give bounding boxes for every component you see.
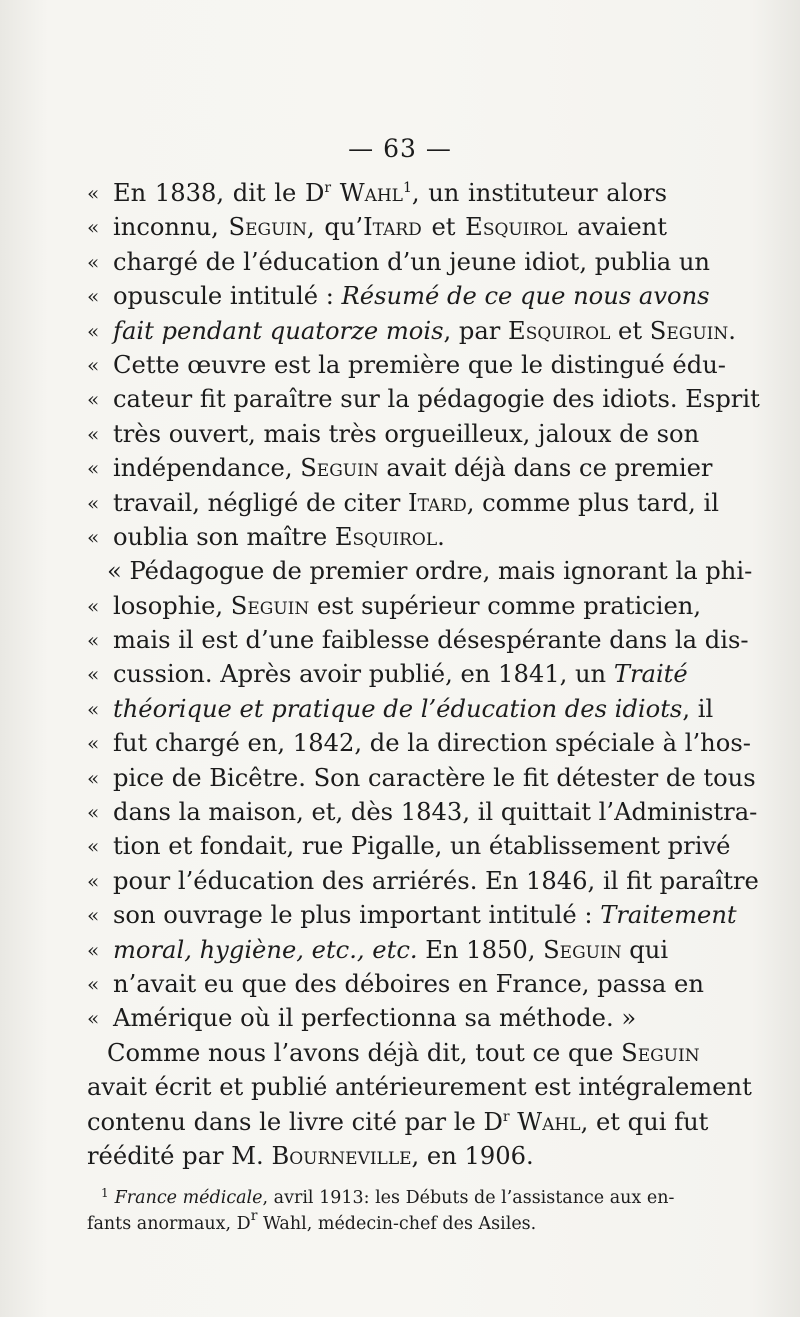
- small-caps-name: Bourneville: [271, 1141, 412, 1170]
- text-run: cateur fit paraître sur la pédagogie des idiots. Esprit: [113, 385, 760, 414]
- text-run: travail, négligé de citer: [113, 488, 409, 517]
- text-line: [87, 1105, 709, 1139]
- text-run: , il: [682, 694, 714, 723]
- quote-mark: «: [87, 284, 100, 309]
- text-line: [87, 1139, 667, 1173]
- quote-mark: «: [87, 903, 100, 928]
- text-run: , qu’: [307, 213, 364, 242]
- quote-mark: «: [87, 800, 100, 825]
- text-run: pice de Bicêtre. Son caractère le fit détester de tous: [113, 763, 756, 792]
- quote-mark: «: [87, 387, 100, 412]
- quote-mark: «: [87, 352, 100, 377]
- text-run: dans la maison, et, dès 1843, il quittait l’Administra-: [113, 798, 758, 827]
- text-line: [87, 795, 758, 829]
- small-caps-name: Seguin: [649, 316, 729, 345]
- text-run: , par: [443, 316, 509, 345]
- quote-mark: «: [87, 696, 100, 721]
- superscript: 1: [402, 180, 412, 196]
- text-run: losophie,: [113, 591, 231, 620]
- italic-text: théorique et pratique de l’éducation des idiots: [113, 694, 683, 723]
- footnote: [87, 1180, 675, 1237]
- text-line: [87, 829, 731, 863]
- text-line: [87, 864, 759, 898]
- text-run: mais il est d’une faiblesse désespérante dans la dis-: [113, 626, 749, 655]
- quote-mark: «: [87, 937, 100, 962]
- text-run: oublia son maître: [113, 522, 335, 551]
- quote-mark: «: [87, 181, 100, 205]
- superscript: r: [324, 180, 332, 196]
- text-line: [87, 554, 753, 588]
- text-line: [87, 1001, 667, 1035]
- text-line: [87, 451, 713, 485]
- text-line: [87, 898, 737, 932]
- italic-text: moral, hygiène, etc., etc.: [113, 935, 418, 964]
- text-line: [87, 382, 760, 416]
- quote-mark: «: [87, 421, 100, 446]
- quote-mark: «: [87, 971, 100, 996]
- text-line: [87, 623, 749, 657]
- quote-mark: «: [87, 249, 100, 274]
- text-run: très ouvert, mais très orgueilleux, jaloux de son: [113, 419, 700, 448]
- footnote-line: [87, 1180, 675, 1211]
- italic-text: France médicale: [114, 1188, 263, 1208]
- text-run: .: [437, 522, 445, 551]
- quote-mark: «: [87, 662, 100, 687]
- italic-text: fait pendant quatorze mois: [113, 316, 444, 345]
- text-run: , avril 1913: les Débuts de l’assistance aux en-: [262, 1188, 675, 1208]
- text-line: [87, 314, 736, 348]
- small-caps-name: Esquirol: [334, 522, 438, 551]
- text-run: et: [610, 316, 650, 345]
- text-run: inconnu,: [113, 213, 229, 242]
- text-run: Comme nous l’avons déjà dit, tout ce que: [107, 1038, 622, 1067]
- text-line: [87, 657, 688, 691]
- italic-text: Résumé de ce que nous avons: [341, 282, 710, 311]
- small-caps-name: Seguin: [230, 591, 310, 620]
- text-run: avait déjà dans ce premier: [378, 454, 713, 483]
- superscript: r: [502, 1108, 510, 1125]
- text-run: pour l’éducation des arriérés. En 1846, il fit paraître: [113, 866, 759, 895]
- footnote-mark: 1: [101, 1186, 109, 1200]
- small-caps-name: Seguin: [621, 1038, 700, 1067]
- text-run: , un instituteur alors: [411, 179, 667, 207]
- text-line: [87, 245, 711, 279]
- text-line: [87, 726, 751, 760]
- small-caps-name: Esquirol: [508, 316, 611, 345]
- text-line: [87, 967, 704, 1001]
- quote-mark: «: [87, 731, 100, 756]
- quote-mark: «: [87, 318, 100, 343]
- text-run: son ouvrage le plus important intitulé :: [113, 901, 601, 930]
- italic-text: Traité: [613, 660, 688, 689]
- quote-mark: «: [87, 1006, 100, 1031]
- text-line: [87, 761, 756, 795]
- text-run: avaient: [567, 213, 667, 242]
- text-run: En 1838, dit le D: [113, 179, 325, 207]
- small-caps-name: Seguin: [228, 213, 307, 242]
- small-caps-name: Seguin: [543, 935, 622, 964]
- body-text: [87, 176, 760, 1173]
- quote-mark: «: [87, 868, 100, 893]
- superscript: r: [250, 1208, 258, 1224]
- text-run: [331, 179, 340, 207]
- text-run: .: [728, 316, 736, 345]
- quote-mark: «: [87, 628, 100, 653]
- text-run: tion et fondait, rue Pigalle, un établissement privé: [113, 832, 731, 861]
- text-line: [87, 520, 667, 554]
- quote-mark: «: [87, 215, 100, 240]
- text-run: avait écrit et publié antérieurement est intégralement: [87, 1073, 752, 1102]
- text-run: « Pédagogue de premier ordre, mais ignorant la phi-: [107, 557, 753, 586]
- text-run: Amérique où il perfectionna sa méthode. »: [113, 1004, 637, 1033]
- small-caps-name: Itard: [408, 488, 467, 517]
- quote-mark: «: [87, 524, 100, 549]
- text-run: réédité par M.: [87, 1141, 272, 1170]
- text-line: [87, 1070, 752, 1104]
- text-line: [87, 589, 702, 623]
- text-line: [87, 417, 700, 451]
- text-line: [87, 1036, 700, 1070]
- text-run: En 1850,: [417, 935, 544, 964]
- text-run: opuscule intitulé :: [113, 282, 342, 311]
- text-run: , en 1906.: [411, 1141, 534, 1170]
- small-caps-name: Seguin: [300, 454, 379, 483]
- text-run: fut chargé en, 1842, de la direction spéciale à l’hos-: [113, 729, 751, 758]
- text-line: [87, 692, 714, 726]
- text-run: cussion. Après avoir publié, en 1841, un: [113, 660, 614, 689]
- text-run: indépendance,: [113, 454, 301, 483]
- text-line: [87, 933, 667, 967]
- text-run: qui: [621, 935, 669, 964]
- text-run: , comme plus tard, il: [466, 488, 719, 517]
- italic-text: Traitement: [600, 901, 737, 930]
- quote-mark: «: [87, 834, 100, 859]
- quote-mark: «: [87, 456, 100, 481]
- small-caps-name: Itard: [363, 213, 422, 242]
- small-caps-name: Esquirol: [465, 213, 568, 242]
- quote-mark: «: [87, 490, 100, 515]
- page-number: — 63 —: [348, 134, 452, 163]
- text-run: est supérieur comme praticien,: [309, 591, 702, 620]
- footnote-line: [87, 1208, 667, 1237]
- text-line: [87, 279, 710, 313]
- text-line: [87, 486, 719, 520]
- text-run: Cette œuvre est la première que le distingué édu-: [113, 350, 726, 379]
- small-caps-name: Wahl: [339, 179, 403, 207]
- text-run: contenu dans le livre cité par le D: [87, 1107, 503, 1136]
- text-run: , et qui fut: [580, 1107, 709, 1136]
- quote-mark: «: [87, 765, 100, 790]
- text-line: [87, 348, 726, 382]
- text-run: n’avait eu que des déboires en France, passa en: [113, 969, 704, 998]
- text-line: [87, 176, 667, 210]
- text-run: chargé de l’éducation d’un jeune idiot, publia un: [113, 247, 711, 276]
- text-run: Wahl, médecin-chef des Asiles.: [257, 1214, 537, 1234]
- text-line: [87, 210, 667, 244]
- text-run: fants anormaux, D: [87, 1214, 251, 1234]
- text-run: et: [421, 213, 466, 242]
- small-caps-name: Wahl: [517, 1107, 581, 1136]
- quote-mark: «: [87, 593, 100, 618]
